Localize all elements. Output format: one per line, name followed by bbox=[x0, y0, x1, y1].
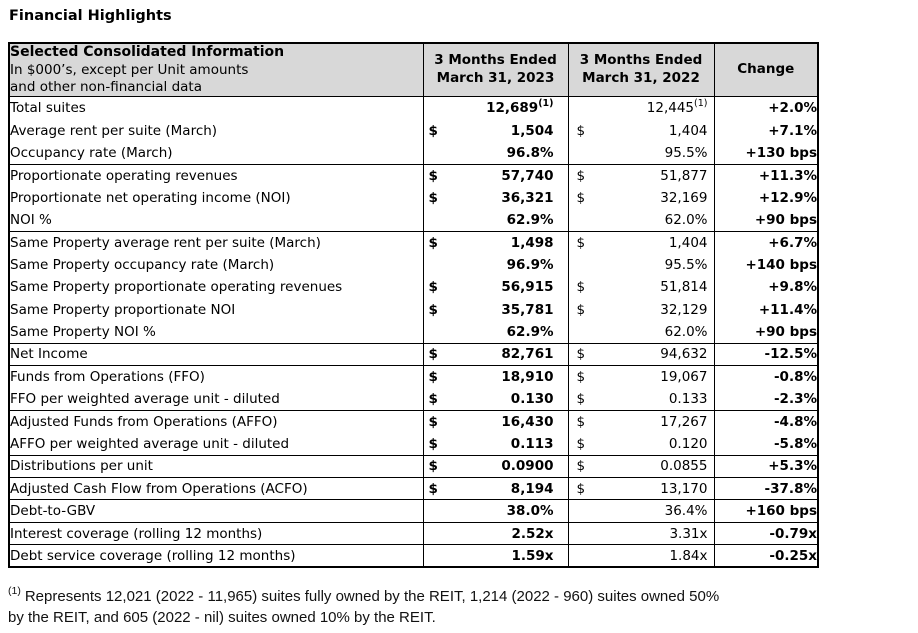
value-2023: 38.0% bbox=[506, 503, 554, 520]
currency-symbol: $ bbox=[576, 346, 586, 363]
change-cell: +11.4% bbox=[714, 298, 818, 320]
value-2023-cell bbox=[423, 455, 568, 477]
value-2023: 18,910 bbox=[501, 369, 554, 386]
currency-symbol: $ bbox=[428, 435, 438, 452]
change-cell: -2.3% bbox=[714, 388, 818, 410]
row-label: Adjusted Funds from Operations (AFFO) bbox=[9, 410, 423, 432]
currency-symbol: $ bbox=[428, 346, 438, 363]
value-2022: 13,170 bbox=[660, 480, 708, 497]
row-label: Debt-to-GBV bbox=[9, 500, 423, 522]
value-2022-cell bbox=[568, 97, 714, 119]
value-2023: 82,761 bbox=[501, 346, 554, 363]
value-2023: 1,498 bbox=[510, 234, 554, 251]
value-2023-cell bbox=[423, 366, 568, 388]
change-cell: -4.8% bbox=[714, 410, 818, 432]
value-2022-cell bbox=[568, 500, 714, 522]
value-2022-cell bbox=[568, 388, 714, 410]
value-2023: 62.9% bbox=[506, 211, 554, 228]
change-cell: +12.9% bbox=[714, 187, 818, 209]
row-label: Average rent per suite (March) bbox=[10, 122, 218, 139]
row-label: Debt service coverage (rolling 12 months) bbox=[9, 545, 423, 567]
change-cell: -0.79x bbox=[714, 522, 818, 544]
value-2022: 3.31x bbox=[669, 525, 708, 542]
value-2023: 16,430 bbox=[501, 413, 554, 430]
value-2022-cell bbox=[568, 119, 714, 141]
change-cell: -12.5% bbox=[714, 343, 818, 365]
value-2022-cell bbox=[568, 433, 714, 455]
column-header-2023: 3 Months Ended March 31, 2023 bbox=[423, 43, 568, 97]
value-2022: 94,632 bbox=[660, 346, 708, 363]
row-label: Occupancy rate (March) bbox=[10, 144, 173, 161]
value-2023: 35,781 bbox=[501, 301, 554, 318]
currency-symbol: $ bbox=[428, 369, 438, 386]
value-2022: 51,877 bbox=[660, 167, 708, 184]
footnote bbox=[8, 586, 914, 629]
value-2022-cell bbox=[568, 142, 714, 164]
value-2022-cell bbox=[568, 366, 714, 388]
value-2023-cell bbox=[423, 97, 568, 119]
value-2022-cell bbox=[568, 209, 714, 231]
value-2023: 0.130 bbox=[510, 390, 554, 407]
value-2022-cell bbox=[568, 545, 714, 567]
currency-symbol: $ bbox=[576, 189, 586, 206]
table-row bbox=[9, 410, 818, 432]
currency-symbol: $ bbox=[428, 167, 438, 184]
value-2023-cell bbox=[423, 321, 568, 343]
currency-symbol: $ bbox=[428, 413, 438, 430]
value-2023: 2.52x bbox=[511, 525, 554, 542]
value-2022: 36.4% bbox=[664, 503, 708, 520]
page-title: Financial Highlights bbox=[9, 8, 172, 24]
row-label: Funds from Operations (FFO) bbox=[9, 366, 423, 388]
value-2023-cell bbox=[423, 254, 568, 276]
table-row bbox=[9, 522, 818, 544]
value-2022-cell bbox=[568, 276, 714, 298]
value-2022: 62.0% bbox=[664, 211, 708, 228]
value-2023-cell bbox=[423, 478, 568, 500]
value-2023-cell bbox=[423, 433, 568, 455]
row-label: Same Property proportionate operating revenues bbox=[10, 279, 343, 296]
change-cell: -0.8% bbox=[714, 366, 818, 388]
row-label: Distributions per unit bbox=[9, 455, 423, 477]
value-2022-cell bbox=[568, 231, 714, 253]
value-2023-cell bbox=[423, 343, 568, 365]
column-header-change: Change bbox=[714, 43, 818, 97]
value-2023: 96.9% bbox=[506, 256, 554, 273]
change-cell: +9.8% bbox=[714, 276, 818, 298]
value-2023: 62.9% bbox=[506, 323, 554, 340]
currency-symbol: $ bbox=[576, 301, 586, 318]
row-label: Same Property average rent per suite (March) bbox=[9, 231, 423, 253]
value-2022: 32,129 bbox=[660, 301, 708, 318]
value-2023: 0.0900 bbox=[501, 458, 554, 475]
header-subtitle-2: and other non-financial data bbox=[10, 79, 202, 96]
table-row bbox=[9, 97, 818, 119]
change-cell: +5.3% bbox=[714, 455, 818, 477]
currency-symbol: $ bbox=[428, 279, 438, 296]
change-cell: +90 bps bbox=[714, 209, 818, 231]
value-2022: 19,067 bbox=[660, 369, 708, 386]
value-2022-cell bbox=[568, 478, 714, 500]
value-2023-cell bbox=[423, 164, 568, 186]
value-2023-cell bbox=[423, 119, 568, 141]
value-2023: 1,504 bbox=[510, 122, 554, 139]
value-2022-cell bbox=[568, 410, 714, 432]
value-2023: 12,689$^{(1)}$ bbox=[486, 97, 554, 117]
currency-symbol: $ bbox=[428, 458, 438, 475]
value-2022: 95.5% bbox=[664, 144, 708, 161]
row-label: Same Property NOI % bbox=[10, 323, 156, 340]
table-row bbox=[9, 276, 818, 298]
value-2022-cell bbox=[568, 455, 714, 477]
value-2023: 0.113 bbox=[510, 435, 554, 452]
footnote-ref: (1) bbox=[538, 97, 554, 109]
currency-symbol: $ bbox=[576, 435, 586, 452]
value-2023: 57,740 bbox=[501, 167, 554, 184]
change-cell: +140 bps bbox=[714, 254, 818, 276]
currency-symbol: $ bbox=[576, 279, 586, 296]
row-label: Adjusted Cash Flow from Operations (ACFO) bbox=[9, 478, 423, 500]
value-2023-cell bbox=[423, 410, 568, 432]
table-row bbox=[9, 343, 818, 365]
currency-symbol: $ bbox=[576, 390, 586, 407]
value-2022: 62.0% bbox=[664, 323, 708, 340]
value-2022-cell bbox=[568, 298, 714, 320]
value-2023-cell bbox=[423, 209, 568, 231]
row-label: Same Property occupancy rate (March) bbox=[10, 256, 275, 273]
currency-symbol: $ bbox=[428, 189, 438, 206]
value-2023: 96.8% bbox=[506, 144, 554, 161]
change-cell: -5.8% bbox=[714, 433, 818, 455]
change-cell: +6.7% bbox=[714, 231, 818, 253]
currency-symbol: $ bbox=[428, 390, 438, 407]
currency-symbol: $ bbox=[576, 234, 586, 251]
row-label: Interest coverage (rolling 12 months) bbox=[9, 522, 423, 544]
value-2022-cell bbox=[568, 187, 714, 209]
footnote-text-line1: Represents 12,021 (2022 - 11,965) suites fully owned by the REIT, 1,214 (2022 - 960) suites owned 50% bbox=[24, 588, 720, 605]
table-row bbox=[9, 366, 818, 388]
footnote-marker: (1) bbox=[8, 585, 21, 597]
row-label: Total suites bbox=[9, 97, 423, 119]
currency-symbol: $ bbox=[576, 413, 586, 430]
row-label: Proportionate operating revenues bbox=[9, 164, 423, 186]
value-2023-cell bbox=[423, 298, 568, 320]
financial-highlights-table bbox=[8, 42, 819, 568]
currency-symbol: $ bbox=[428, 122, 438, 139]
value-2023: 56,915 bbox=[501, 279, 554, 296]
value-2023: 36,321 bbox=[501, 189, 554, 206]
row-label: Proportionate net operating income (NOI) bbox=[10, 189, 291, 206]
value-2022: 17,267 bbox=[660, 413, 708, 430]
value-2022: 0.133 bbox=[668, 390, 708, 407]
row-label: FFO per weighted average unit - diluted bbox=[10, 390, 280, 407]
column-header-2022: 3 Months Ended March 31, 2022 bbox=[568, 43, 714, 97]
value-2022: 1.84x bbox=[669, 547, 708, 564]
value-2023-cell bbox=[423, 276, 568, 298]
value-2023-cell bbox=[423, 500, 568, 522]
value-2022-cell bbox=[568, 164, 714, 186]
row-label: Net Income bbox=[9, 343, 423, 365]
table-row bbox=[9, 478, 818, 500]
table-row bbox=[9, 254, 818, 276]
value-2023: 8,194 bbox=[510, 480, 554, 497]
footnote-text-line2: by the REIT, and 605 (2022 - nil) suites owned 10% by the REIT. bbox=[8, 609, 436, 627]
table-row bbox=[9, 500, 818, 522]
value-2022: 1,404 bbox=[668, 234, 708, 251]
currency-symbol: $ bbox=[428, 480, 438, 497]
currency-symbol: $ bbox=[576, 458, 586, 475]
change-cell: +2.0% bbox=[714, 97, 818, 119]
value-2023-cell bbox=[423, 231, 568, 253]
row-label: Same Property proportionate NOI bbox=[10, 301, 236, 318]
value-2022-cell bbox=[568, 522, 714, 544]
currency-symbol: $ bbox=[428, 301, 438, 318]
table-row bbox=[9, 142, 818, 164]
value-2022: 51,814 bbox=[660, 279, 708, 296]
footnote-ref: (1) bbox=[694, 97, 708, 109]
table-row bbox=[9, 119, 818, 141]
currency-symbol: $ bbox=[576, 122, 586, 139]
value-2023-cell bbox=[423, 142, 568, 164]
header-title: Selected Consolidated Information bbox=[10, 44, 285, 60]
table-row bbox=[9, 433, 818, 455]
change-cell: -37.8% bbox=[714, 478, 818, 500]
value-2022-cell bbox=[568, 343, 714, 365]
currency-symbol: $ bbox=[576, 480, 586, 497]
table-row bbox=[9, 164, 818, 186]
change-cell: +90 bps bbox=[714, 321, 818, 343]
table-row bbox=[9, 388, 818, 410]
currency-symbol: $ bbox=[576, 167, 586, 184]
table-row bbox=[9, 187, 818, 209]
value-2023-cell bbox=[423, 388, 568, 410]
currency-symbol: $ bbox=[428, 234, 438, 251]
table-row bbox=[9, 298, 818, 320]
header-label-cell bbox=[9, 43, 423, 97]
change-cell: -0.25x bbox=[714, 545, 818, 567]
row-label: NOI % bbox=[10, 211, 52, 228]
value-2022-cell bbox=[568, 254, 714, 276]
value-2023-cell bbox=[423, 545, 568, 567]
table-row bbox=[9, 231, 818, 253]
change-cell: +11.3% bbox=[714, 164, 818, 186]
change-cell: +160 bps bbox=[714, 500, 818, 522]
value-2023-cell bbox=[423, 522, 568, 544]
value-2022: 0.120 bbox=[668, 435, 708, 452]
change-cell: +7.1% bbox=[714, 119, 818, 141]
table-row bbox=[9, 321, 818, 343]
change-cell: +130 bps bbox=[714, 142, 818, 164]
table-header-row bbox=[9, 43, 818, 97]
value-2023-cell bbox=[423, 187, 568, 209]
value-2022: 32,169 bbox=[660, 189, 708, 206]
table-row bbox=[9, 545, 818, 567]
value-2022-cell bbox=[568, 321, 714, 343]
row-label: AFFO per weighted average unit - diluted bbox=[10, 435, 290, 452]
value-2022: 1,404 bbox=[668, 122, 708, 139]
table-row bbox=[9, 209, 818, 231]
value-2023: 1.59x bbox=[511, 547, 554, 564]
value-2022: 12,445$^{(1)}$ bbox=[646, 97, 708, 117]
value-2022: 0.0855 bbox=[660, 458, 708, 475]
value-2022: 95.5% bbox=[664, 256, 708, 273]
header-subtitle-1: In $000’s, except per Unit amounts bbox=[10, 61, 249, 78]
table-row bbox=[9, 455, 818, 477]
currency-symbol: $ bbox=[576, 369, 586, 386]
